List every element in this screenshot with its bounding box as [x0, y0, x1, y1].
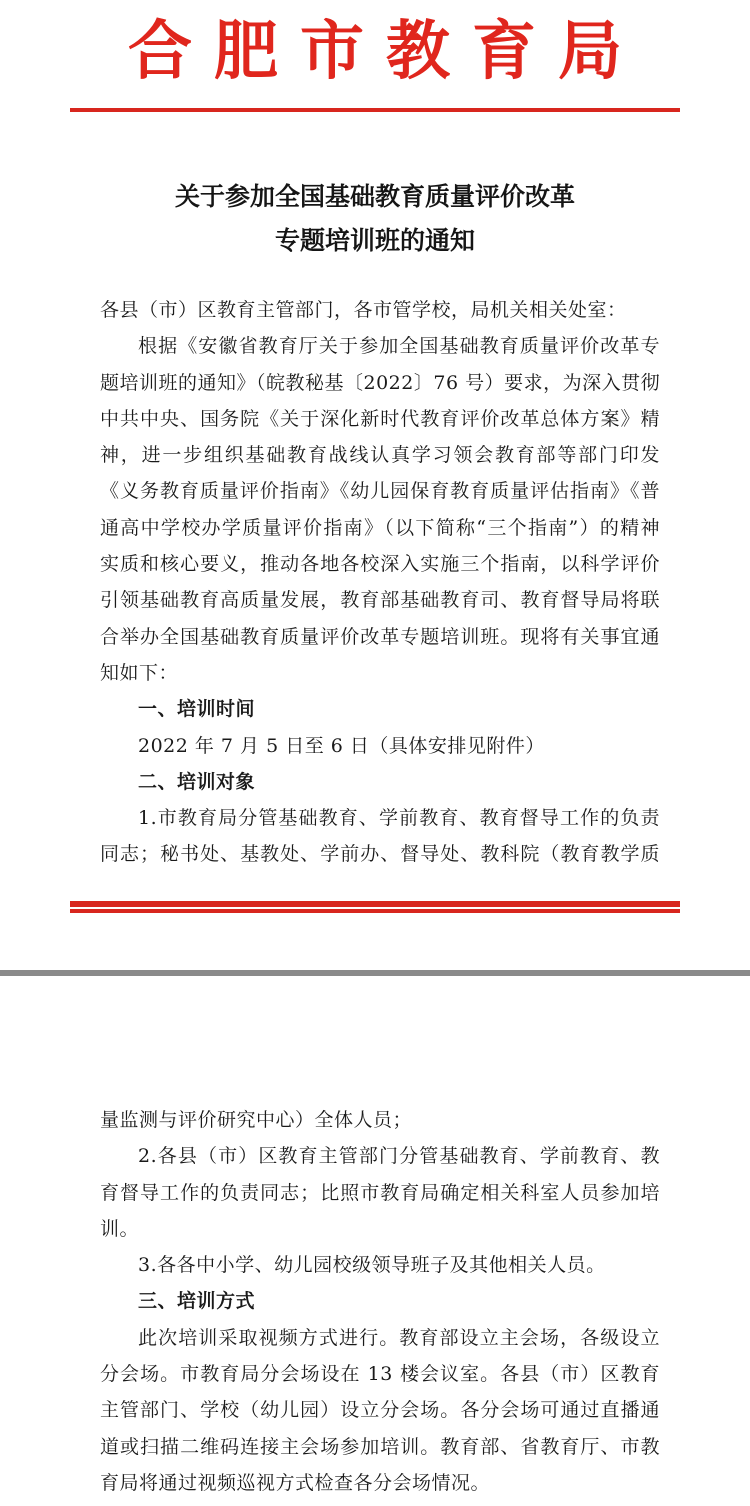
body-text-page-2: [100, 1102, 660, 1501]
paragraph-line: 训。: [100, 1217, 140, 1240]
title-line-2: 专题培训班的通知: [274, 226, 475, 255]
paragraph-line: 中共中央、国务院《关于深化新时代教育评价改革总体方案》精: [100, 407, 660, 430]
paragraph-line: 根据《安徽省教育厅关于参加全国基础教育质量评价改革专: [138, 335, 660, 358]
paragraph-line: 1.市教育局分管基础教育、学前教育、教育督导工作的负责: [138, 807, 660, 830]
paragraph-line: 通高中学校办学质量评价指南》（以下简称“三个指南”）的精神: [100, 516, 660, 539]
paragraph-line: 2.各县（市）区教育主管部门分管基础教育、学前教育、教: [138, 1145, 660, 1168]
paragraph-line: 育局将通过视频巡视方式检查各分会场情况。: [100, 1471, 491, 1494]
paragraph-line: 分会场。市教育局分会场设在 13 楼会议室。各县（市）区教育: [100, 1363, 660, 1386]
section-heading-training-method: 三、培训方式: [138, 1290, 256, 1313]
document-page-2: [0, 976, 750, 1506]
title-line-1: 关于参加全国基础教育质量评价改革: [174, 182, 575, 211]
document-title: [0, 175, 750, 263]
paragraph-line: 同志；秘书处、基教处、学前办、督导处、教科院（教育教学质: [100, 843, 660, 866]
paragraph-line: 神，进一步组织基础教育战线认真学习领会教育部等部门印发: [100, 444, 660, 467]
footer-red-rule: [70, 901, 680, 909]
letterhead-red-rule: [70, 108, 680, 112]
paragraph-line: 此次培训采取视频方式进行。教育部设立主会场，各级设立: [138, 1326, 660, 1349]
paragraph-line: 育督导工作的负责同志；比照市教育局确定相关科室人员参加培: [100, 1181, 660, 1204]
body-text-page-1: [100, 292, 660, 873]
paragraph-line: 引领基础教育高质量发展，教育部基础教育司、教育督导局将联: [100, 589, 660, 612]
paragraph-line: 实质和核心要义，推动各地各校深入实施三个指南，以科学评价: [100, 553, 660, 576]
section-heading-training-targets: 二、培训对象: [138, 770, 256, 793]
paragraph-line: 主管部门、学校（幼儿园）设立分会场。各分会场可通过直播通: [100, 1399, 660, 1422]
paragraph-line: 道或扫描二维码连接主会场参加培训。教育部、省教育厅、市教: [100, 1435, 660, 1458]
paragraph-line: 题培训班的通知》（皖教秘基〔2022〕76 号）要求，为深入贯彻: [100, 371, 660, 394]
paragraph-line: 合举办全国基础教育质量评价改革专题培训班。现将有关事宜通: [100, 625, 660, 648]
paragraph-line: 知如下：: [100, 661, 179, 684]
paragraph-line: 量监测与评价研究中心）全体人员；: [100, 1109, 413, 1131]
paragraph-line: 《义务教育质量评价指南》《幼儿园保育教育质量评估指南》《普: [100, 480, 660, 503]
paragraph-line: 3.各各中小学、幼儿园校级领导班子及其他相关人员。: [138, 1254, 606, 1277]
salutation: 各县（市）区教育主管部门，各市管学校，局机关相关处室：: [100, 299, 627, 321]
training-date: 2022 年 7 月 5 日至 6 日（具体安排见附件）: [138, 734, 545, 757]
letterhead-title: 合肥市教育局: [128, 15, 644, 89]
section-heading-training-time: 一、培训时间: [138, 698, 256, 721]
